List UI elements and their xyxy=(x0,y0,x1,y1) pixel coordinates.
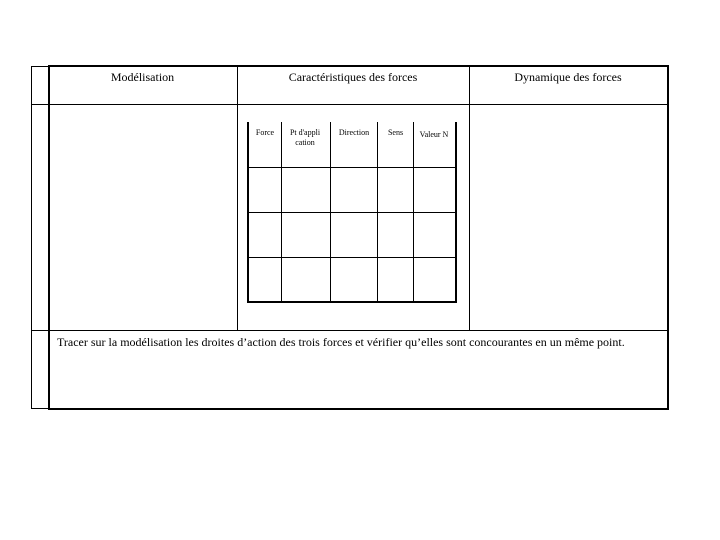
force-table-header-point-application: Pt d'appli cation xyxy=(289,128,321,147)
frame-left xyxy=(48,65,50,410)
header-dynamique: Dynamique des forces xyxy=(514,70,622,84)
header-modelisation: Modélisation xyxy=(110,70,175,84)
margin-line-row1 xyxy=(31,104,48,105)
force-table-hline-3 xyxy=(248,257,456,258)
frame-right xyxy=(667,65,669,410)
header-divider xyxy=(48,104,668,105)
margin-line-row2 xyxy=(31,330,48,331)
force-table-header-sens: Sens xyxy=(387,128,404,137)
column-divider-2 xyxy=(469,66,470,330)
force-table-header-direction: Direction xyxy=(338,128,370,137)
frame-top xyxy=(48,65,669,67)
instruction-divider xyxy=(48,330,668,331)
instruction-text: Tracer sur la modélisation les droites d’action des trois forces et vérifier qu’elles sont concourantes en un même point. xyxy=(57,335,625,349)
frame-bottom xyxy=(48,408,669,410)
force-table-hline-2 xyxy=(248,212,456,213)
force-table-header-valeur: Valeur N xyxy=(419,130,449,139)
column-divider-1 xyxy=(237,66,238,330)
force-table-hline-1 xyxy=(248,167,456,168)
header-caracteristiques: Caractéristiques des forces xyxy=(288,70,418,84)
margin-line-left xyxy=(31,66,32,409)
margin-line-bottom xyxy=(31,408,48,409)
force-table-header-force: Force xyxy=(255,128,275,137)
margin-line-top xyxy=(31,66,48,67)
force-table-bottom xyxy=(247,301,457,303)
